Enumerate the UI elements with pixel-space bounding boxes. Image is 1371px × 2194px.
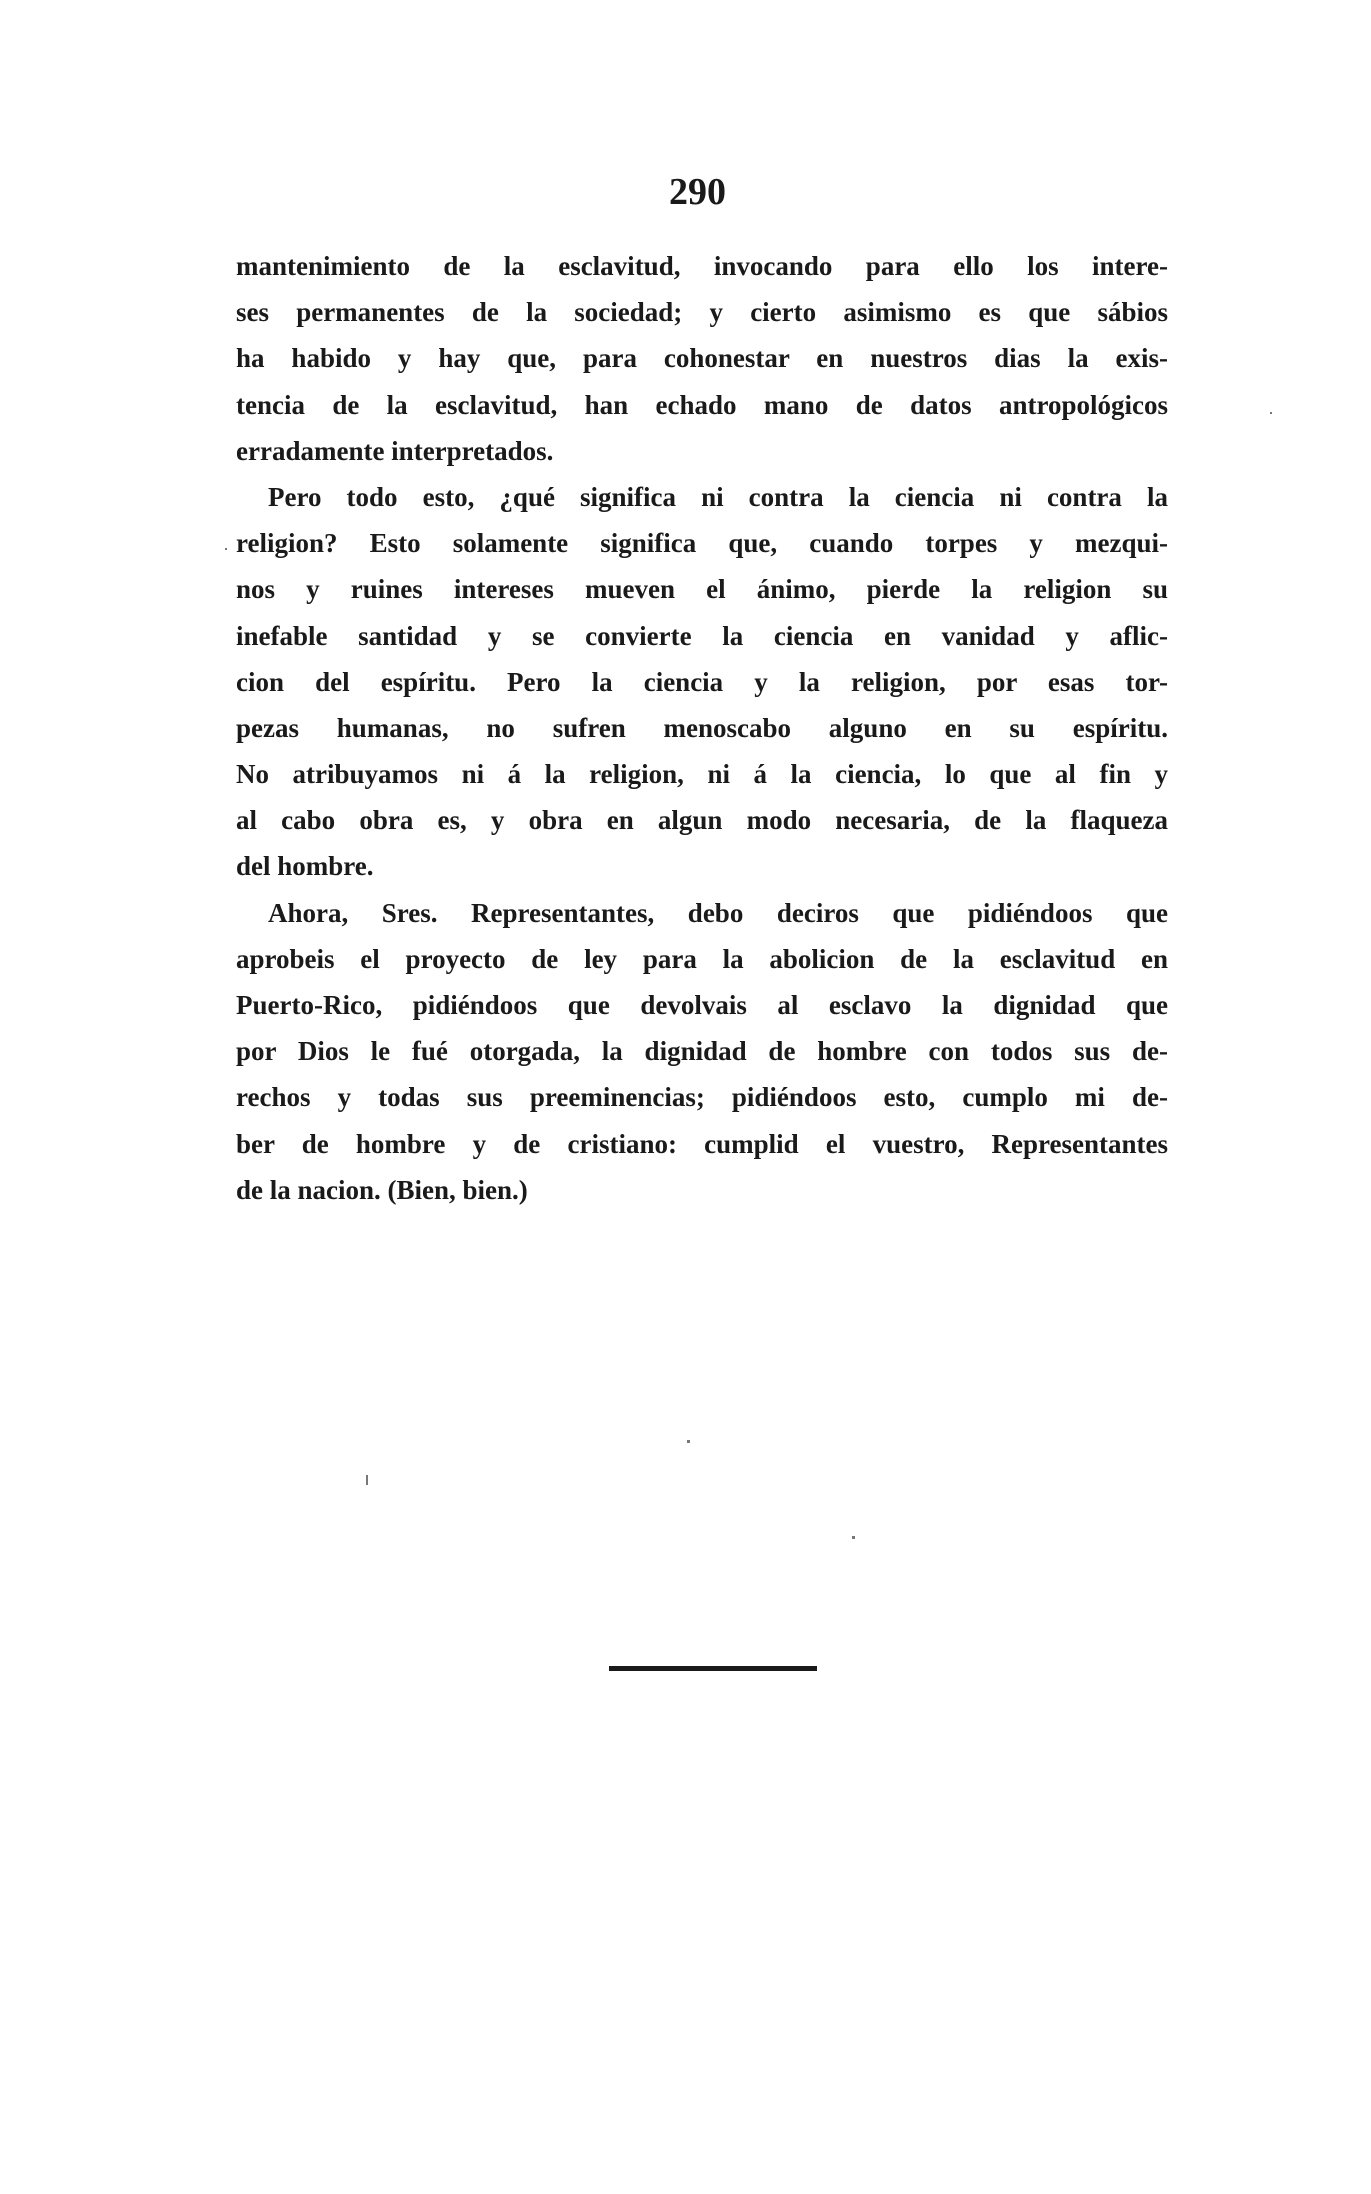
text-line: Ahora, Sres. Representantes, debo deciros que pidiéndoos que [268,897,1168,928]
text-line: rechos y todas sus preeminencias; pidiéndoos esto, cumplo mi de- [236,1082,1168,1113]
text-line: pezas humanas, no sufren menoscabo alguno en su espíritu. [236,712,1168,743]
text-line: nos y ruines intereses mueven el ánimo, pierde la religion su [236,574,1168,605]
text-line: cion del espíritu. Pero la ciencia y la religion, por esas tor- [236,666,1168,697]
page-number: 290 [669,171,726,213]
scan-speck [687,1440,690,1443]
scan-speck [366,1475,368,1485]
body-text [236,243,1168,1213]
text-line: Pero todo esto, ¿qué significa ni contra la ciencia ni contra la [268,481,1168,512]
text-line: Puerto-Rico, pidiéndoos que devolvais al esclavo la dignidad que [236,990,1168,1020]
text-line: mantenimiento de la esclavitud, invocando para ello los intere- [236,251,1168,281]
scan-speck [1270,412,1272,414]
scan-speck [225,548,227,550]
text-line: de la nacion. (Bien, bien.) [236,1174,528,1205]
text-line: inefable santidad y se convierte la ciencia en vanidad y aflic- [236,620,1168,651]
text-line: aprobeis el proyecto de ley para la abolicion de la esclavitud en [236,943,1168,974]
scan-speck [852,1536,855,1539]
text-line: religion? Esto solamente significa que, cuando torpes y mezqui- [236,528,1168,559]
text-line: ses permanentes de la sociedad; y cierto asimismo es que sábios [236,297,1168,328]
text-line: tencia de la esclavitud, han echado mano de datos antropológicos [236,389,1168,420]
text-line: del hombre. [236,851,374,882]
text-line: erradamente interpretados. [236,435,554,466]
text-line: ha habido y hay que, para cohonestar en nuestros dias la exis- [236,343,1168,374]
text-line: por Dios le fué otorgada, la dignidad de hombre con todos sus de- [236,1036,1168,1067]
text-line: No atribuyamos ni á la religion, ni á la ciencia, lo que al fin y [236,759,1168,790]
text-line: al cabo obra es, y obra en algun modo necesaria, de la flaqueza [236,805,1168,836]
end-rule [609,1666,817,1671]
text-line: ber de hombre y de cristiano: cumplid el vuestro, Representantes [236,1128,1168,1159]
